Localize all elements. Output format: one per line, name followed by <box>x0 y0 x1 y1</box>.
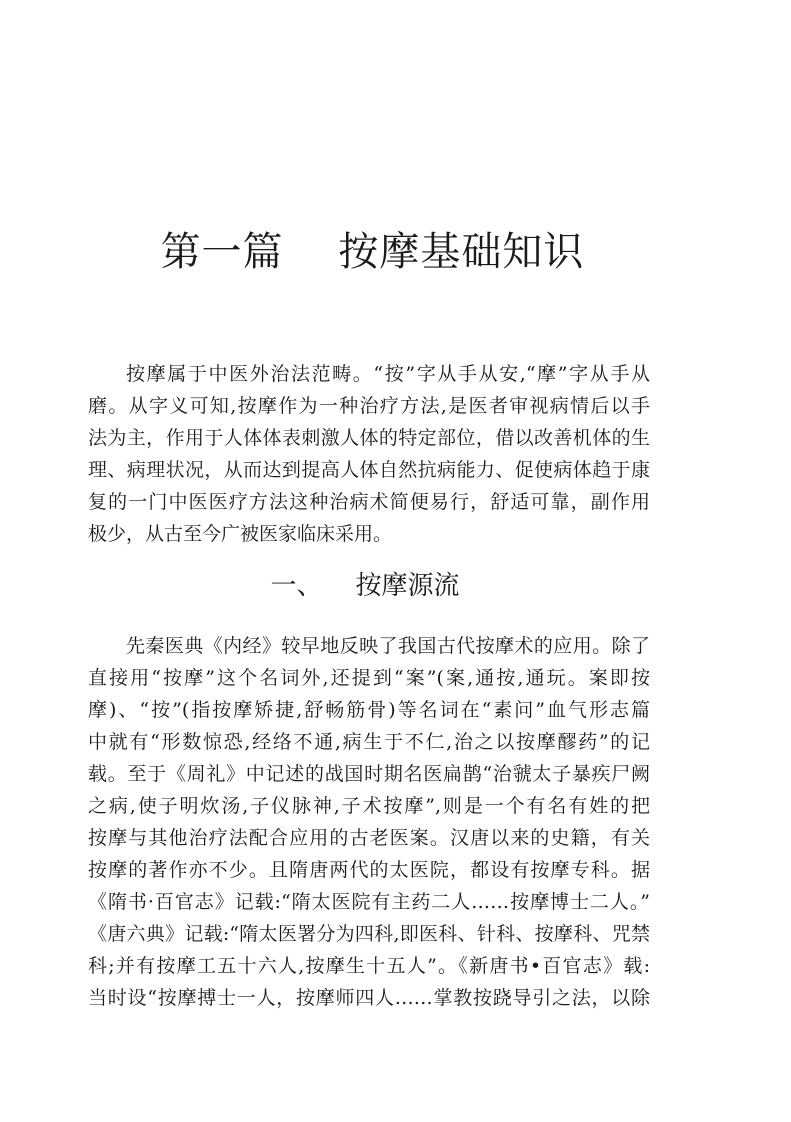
text-line: 先秦医典《内经》较早地反映了我国古代按摩术的应用。除了 <box>126 635 650 657</box>
text-line: 当时设“按摩搏士一人，按摩师四人……掌教按跷导引之法，以除 <box>88 987 650 1009</box>
text-line: 极少，从古至今广被医家临床采用。 <box>88 523 393 545</box>
text-line: 理、病理状况，从而达到提高人体自然抗病能力、促使病体趋于康 <box>88 459 650 481</box>
intro-paragraph <box>88 358 650 550</box>
text-line: 法为主，作用于人体体表刺激人体的特定部位，借以改善机体的生 <box>88 427 650 449</box>
text-line: 按摩属于中医外治法范畴。“按”字从手从安,“摩”字从手从 <box>126 363 650 385</box>
text-line: 《唐六典》记载:“隋太医署分为四科,即医科、针科、按摩科、咒禁 <box>88 923 650 945</box>
section-title: 一、 按摩源流 <box>270 571 460 601</box>
text-line: 摩)、“按”(指按摩矫捷,舒畅筋骨)等名词在“素问”血气形志篇 <box>88 699 650 721</box>
text-line: 复的一门中医医疗方法这种治病术简便易行，舒适可靠，副作用 <box>88 491 650 513</box>
text-line: 之病,使子明炊汤,子仪脉神,子术按摩”,则是一个有名有姓的把 <box>88 795 650 817</box>
text-line: 磨。从字义可知,按摩作为一种治疗方法,是医者审视病情后以手 <box>88 395 650 417</box>
text-line: 按摩的著作亦不少。且隋唐两代的太医院，都设有按摩专科。据 <box>88 859 650 881</box>
body-paragraph <box>88 630 650 1014</box>
text-line: 中就有“形数惊恐,经络不通,病生于不仁,治之以按摩醪药”的记 <box>88 731 650 753</box>
text-line: 按摩与其他治疗法配合应用的古老医案。汉唐以来的史籍，有关 <box>88 827 650 849</box>
text-line: 载。至于《周礼》中记述的战国时期名医扁鹊“治虢太子暴疾尸阙 <box>88 763 650 785</box>
part-title: 第一篇 按摩基础知识 <box>160 229 585 275</box>
text-line: 直接用“按摩”这个名词外,还提到“案”(案,通按,通玩。案即按 <box>88 667 650 689</box>
text-line: 《隋书·百官志》记载:“隋太医院有主药二人……按摩博士二人。” <box>88 891 650 913</box>
text-line: 科;并有按摩工五十六人,按摩生十五人”。《新唐书•百官志》载: <box>88 955 650 977</box>
